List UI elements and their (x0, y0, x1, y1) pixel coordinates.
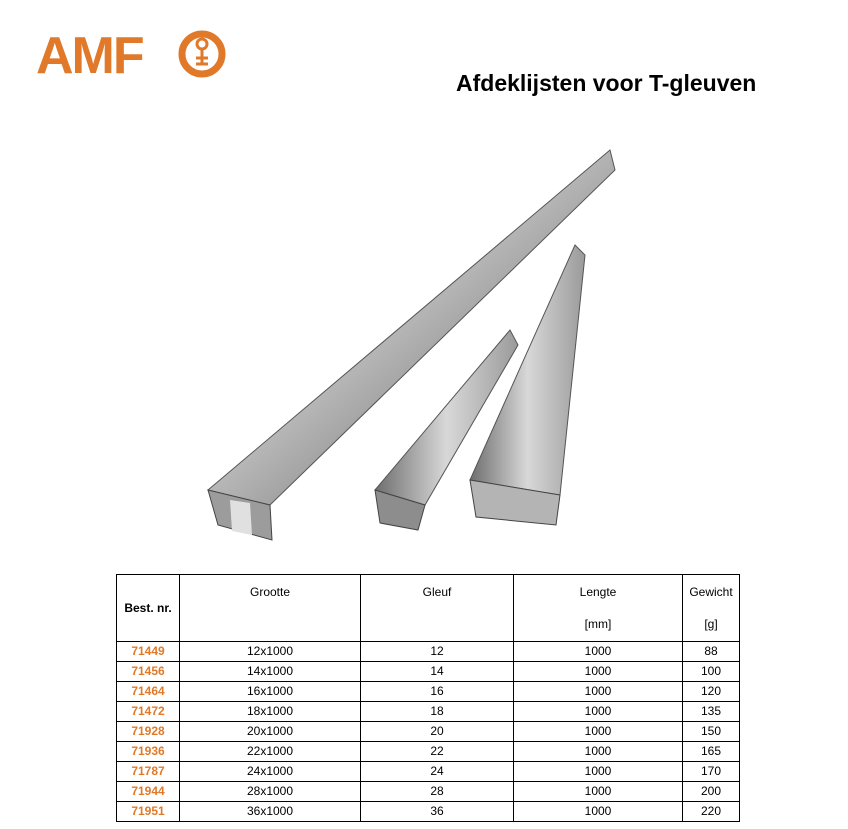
order-nr-link[interactable]: 71944 (117, 782, 180, 802)
table-row (117, 762, 740, 782)
header-size: Grootte (180, 575, 361, 642)
size-cell: 22x1000 (180, 742, 361, 762)
order-nr-link[interactable]: 71456 (117, 662, 180, 682)
slot-cell: 24 (361, 762, 514, 782)
length-cell: 1000 (514, 742, 683, 762)
product-table (116, 574, 740, 822)
weight-cell: 88 (683, 642, 740, 662)
table-row (117, 662, 740, 682)
table-row (117, 682, 740, 702)
order-nr-link[interactable]: 71928 (117, 722, 180, 742)
size-cell: 24x1000 (180, 762, 361, 782)
order-nr-link[interactable]: 71936 (117, 742, 180, 762)
header-order-nr: Best. nr. (117, 575, 180, 642)
table-row (117, 802, 740, 822)
order-nr-link[interactable]: 71787 (117, 762, 180, 782)
weight-cell: 135 (683, 702, 740, 722)
order-nr-link[interactable]: 71449 (117, 642, 180, 662)
length-cell: 1000 (514, 682, 683, 702)
length-cell: 1000 (514, 782, 683, 802)
slot-cell: 22 (361, 742, 514, 762)
length-cell: 1000 (514, 722, 683, 742)
order-nr-link[interactable]: 71951 (117, 802, 180, 822)
product-photo (200, 145, 625, 545)
header-weight: Gewicht [g] (683, 575, 740, 642)
order-nr-link[interactable]: 71472 (117, 702, 180, 722)
size-cell: 20x1000 (180, 722, 361, 742)
length-cell: 1000 (514, 662, 683, 682)
length-cell: 1000 (514, 762, 683, 782)
weight-cell: 200 (683, 782, 740, 802)
weight-cell: 170 (683, 762, 740, 782)
size-cell: 12x1000 (180, 642, 361, 662)
logo-ring-icon (178, 26, 226, 82)
slot-cell: 18 (361, 702, 514, 722)
size-cell: 18x1000 (180, 702, 361, 722)
size-cell: 36x1000 (180, 802, 361, 822)
page-title: Afdeklijsten voor T-gleuven (456, 70, 757, 96)
weight-cell: 120 (683, 682, 740, 702)
weight-cell: 100 (683, 662, 740, 682)
weight-cell: 220 (683, 802, 740, 822)
slot-cell: 12 (361, 642, 514, 662)
header-slot: Gleuf (361, 575, 514, 642)
slot-cell: 20 (361, 722, 514, 742)
brand-logo (36, 26, 226, 86)
table-row (117, 642, 740, 662)
table-row (117, 702, 740, 722)
size-cell: 14x1000 (180, 662, 361, 682)
length-cell: 1000 (514, 702, 683, 722)
size-cell: 28x1000 (180, 782, 361, 802)
slot-cell: 14 (361, 662, 514, 682)
slot-cell: 16 (361, 682, 514, 702)
table-row (117, 782, 740, 802)
logo-text: AMF (36, 27, 143, 85)
length-cell: 1000 (514, 642, 683, 662)
weight-cell: 165 (683, 742, 740, 762)
table-row (117, 722, 740, 742)
table-row (117, 742, 740, 762)
slot-cell: 28 (361, 782, 514, 802)
slot-cell: 36 (361, 802, 514, 822)
order-nr-link[interactable]: 71464 (117, 682, 180, 702)
table-header-row (117, 575, 740, 642)
weight-cell: 150 (683, 722, 740, 742)
length-cell: 1000 (514, 802, 683, 822)
header-length: Lengte [mm] (514, 575, 683, 642)
size-cell: 16x1000 (180, 682, 361, 702)
